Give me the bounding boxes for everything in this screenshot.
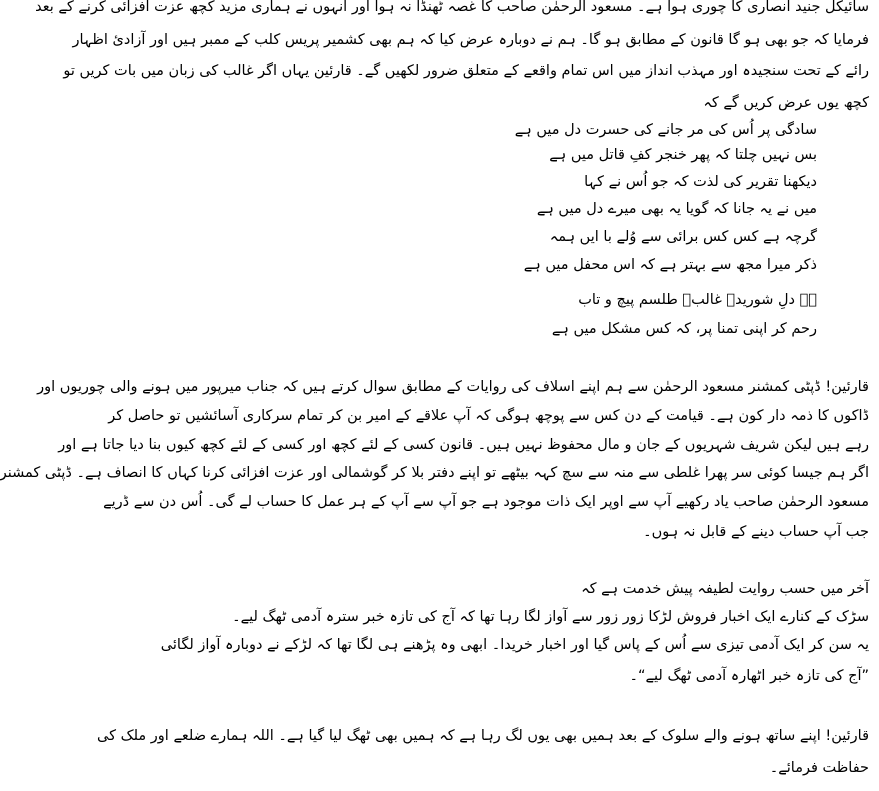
text-line: ڈاکوں کا ذمہ دار کون ہے۔ قیامت کے دن کس سے پوچھ ہوگی کہ آپ علاقے کے امیر بن کر تمام سرکاری آسائشیں تو حاصل کر (108, 408, 869, 424)
quote-line: ”آج کی تازہ خبر اٹھارہ آدمی ٹھگ لیے“۔ (629, 668, 869, 684)
text-line: رہے ہیں لیکن شریف شہریوں کے جان و مال محفوظ نہیں ہیں۔ قانون کسی کے لئے کچھ اور کسی کے لئے کچھ کیوں بنا دیا جاتا ہے اور (58, 437, 869, 453)
text-line: کچھ یوں عرض کریں گے کہ (703, 95, 869, 111)
text-line: قارئین! ڈپٹی کمشنر مسعود الرحمٰن سے ہم اپنے اسلاف کی روایات کے مطابق سوال کرتے ہیں کہ جناب میرپور میں ہونے والی چوریوں اور (37, 379, 869, 395)
poetry-line: بس نہیں چلتا کہ پھر خنجر کفِ قاتل میں ہے (549, 147, 817, 163)
text-line: جب آپ حساب دینے کے قابل نہ ہوں۔ (643, 524, 869, 540)
poetry-line: میں نے یہ جانا کہ گویا یہ بھی میرے دل میں ہے (536, 201, 817, 217)
text-line: اگر ہم جیسا کوئی سر پھرا غلطی سے منہ سے سچ کہہ بیٹھے تو اپنے دفتر بلا کر گوشمالی اور عزت افزائی کرنا کہاں کا انصاف ہے۔ ڈپٹی کمشنر (0, 465, 869, 481)
text-line: سڑک کے کنارے ایک اخبار فروش لڑکا زور زور سے آواز لگا رہا تھا کہ آج کی تازہ خبر سترہ آدمی ٹھگ لیے۔ (232, 609, 869, 625)
text-line: حفاظت فرمائے۔ (769, 760, 869, 776)
poetry-line: دیکھنا تقریر کی لذت کہ جو اُس نے کہا (584, 174, 817, 190)
text-line: سائیکل جنید انصاری کا چوری ہوا ہے۔ مسعود الرحمٰن صاحب کا غصہ ٹھنڈا نہ ہوا اور انہوں نے ہماری مزید کچھ عزت افزائی کرنے کے بعد (35, 0, 869, 15)
text-line: قارئین! اپنے ساتھ ہونے والے سلوک کے بعد ہمیں بھی یوں لگ رہا ہے کہ ہمیں بھی ٹھگ لیا گیا ہے۔ اللہ ہمارے ضلعے اور ملک کی (97, 728, 869, 744)
poetry-line: ہے دلِ شوریدۂ غالبؔ طلسم پیچ و تاب (578, 292, 817, 308)
poetry-line: گرچہ ہے کس کس برائی سے وُلے با ایں ہمہ (549, 229, 817, 245)
text-line: مسعود الرحمٰن صاحب یاد رکھیے آپ سے اوپر ایک ذات موجود ہے جو آپ سے آپ کے ہر عمل کا حساب لے گی۔ اُس دن سے ڈریے (103, 494, 869, 510)
poetry-line: رحم کر اپنی تمنا پر، کہ کس مشکل میں ہے (551, 321, 817, 337)
poetry-line: سادگی پر اُس کی مر جانے کی حسرت دل میں ہے (514, 122, 817, 138)
poetry-line: ذکر میرا مجھ سے بہتر ہے کہ اس محفل میں ہے (523, 257, 817, 273)
text-line: فرمایا کہ جو بھی ہو گا قانون کے مطابق ہو گا۔ ہم نے دوبارہ عرض کیا کہ ہم بھی کشمیر پریس کلب کے ممبر ہیں اور آزادیٔ اظہار (72, 32, 869, 48)
text-line: رائے کے تحت سنجیدہ اور مہذب انداز میں اس تمام واقعے کے متعلق ضرور لکھیں گے۔ قارئین یہاں اگر غالب کی زبان میں بات کریں تو (63, 63, 869, 79)
text-line: آخر میں حسب روایت لطیفہ پیش خدمت ہے کہ (581, 581, 869, 597)
text-line: یہ سن کر ایک آدمی تیزی سے اُس کے پاس گیا اور اخبار خریدا۔ ابھی وہ پڑھنے ہی لگا تھا کہ لڑکے نے دوبارہ آواز لگائی (160, 637, 869, 653)
